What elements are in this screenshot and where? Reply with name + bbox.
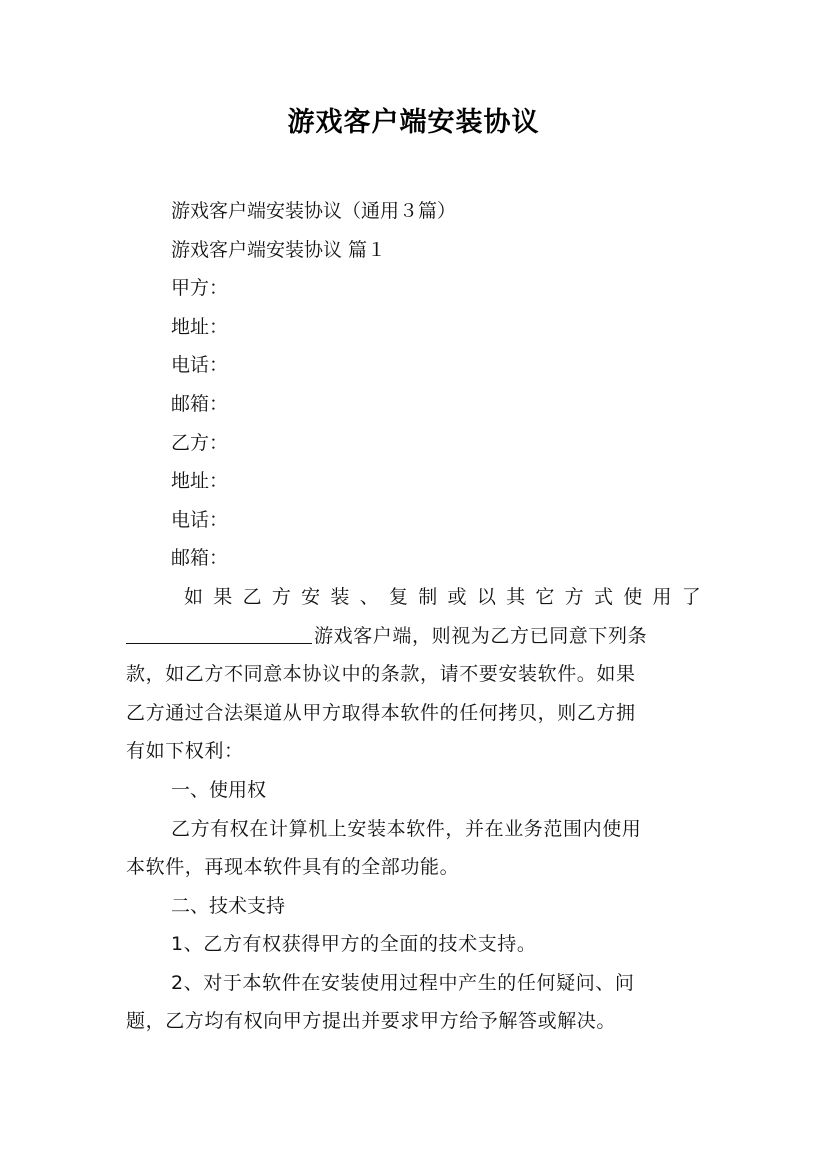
party-b-email-label: 邮箱： [171, 547, 229, 570]
subtitle: 游戏客户端安装协议（通用３篇） [171, 200, 457, 222]
intro-line-2 [126, 621, 701, 660]
document-title: 游戏客户端安装协议 [287, 107, 540, 138]
section-1-line-2: 本软件，再现本软件具有的全部功能。 [126, 856, 460, 879]
section-2-item-2-line-1: 2、对于本软件在安装使用过程中产生的任何疑问、问 [171, 971, 635, 994]
intro-char: 、 [359, 585, 379, 608]
section-2-heading: 二、技术支持 [171, 894, 286, 917]
blank-underline [126, 621, 312, 644]
intro-char: 式 [593, 585, 613, 608]
document-body [126, 196, 701, 1045]
intro-char: 以 [476, 585, 496, 608]
intro-first-line [126, 582, 701, 621]
section-1-line-1: 乙方有权在计算机上安装本软件，并在业务范围内使用 [171, 817, 642, 840]
intro-char: 乙 [242, 585, 262, 608]
intro-char: 如 [184, 585, 204, 608]
intro-char: 制 [418, 585, 438, 608]
party-b-phone-label: 电话： [171, 508, 229, 531]
intro-char: 安 [301, 585, 321, 608]
intro-line-5: 有如下权利： [126, 740, 244, 763]
party-a-address-label: 地址： [171, 315, 229, 338]
intro-char: 复 [388, 585, 408, 608]
party-b-address-label: 地址： [171, 470, 229, 493]
party-a-label: 甲方： [171, 277, 229, 300]
intro-char: 方 [564, 585, 584, 608]
party-a-phone-label: 电话： [171, 354, 229, 377]
intro-char: 装 [330, 585, 350, 608]
intro-line-4: 乙方通过合法渠道从甲方取得本软件的任何拷贝，则乙方拥 [126, 701, 636, 724]
intro-line-3: 款，如乙方不同意本协议中的条款，请不要安装软件。如果 [126, 663, 636, 686]
part-heading: 游戏客户端安装协议 篇１ [171, 238, 387, 261]
intro-line-2-text: 游戏客户端，则视为乙方已同意下列条 [314, 624, 648, 647]
intro-char: 用 [652, 585, 672, 608]
party-a-email-label: 邮箱： [171, 392, 229, 415]
section-2-item-2-line-2: 题，乙方均有权向甲方提出并要求甲方给予解答或解决。 [126, 1010, 617, 1033]
intro-char: 其 [506, 585, 526, 608]
intro-char: 果 [213, 585, 233, 608]
intro-char: 方 [271, 585, 291, 608]
section-1-heading: 一、使用权 [171, 778, 267, 801]
intro-char: 或 [447, 585, 467, 608]
intro-char: 使 [623, 585, 643, 608]
intro-char: 它 [535, 585, 555, 608]
intro-char: 了 [681, 585, 701, 608]
party-b-label: 乙方： [171, 431, 229, 454]
section-2-item-1: 1、乙方有权获得甲方的全面的技术支持。 [171, 933, 537, 956]
